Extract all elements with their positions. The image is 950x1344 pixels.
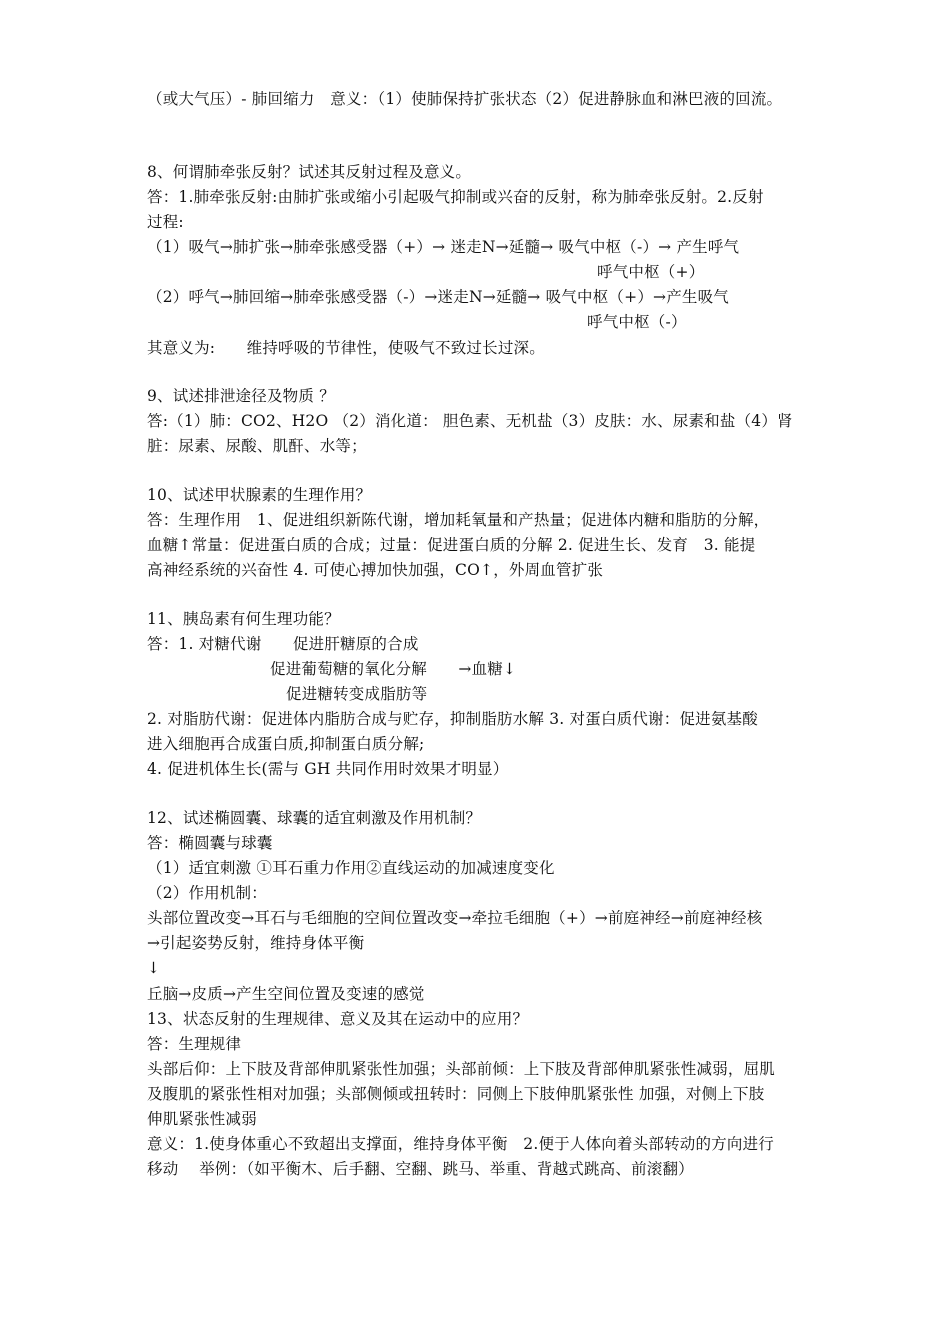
text-line: 移动 举例：（如平衡木、后手翻、空翻、跳马、举重、背越式跳高、前滚翻） [147, 1160, 694, 1178]
text-line: 其意义为: 维持呼吸的节律性，使吸气不致过长过深。 [147, 339, 545, 357]
text-line: 呼气中枢（-） [587, 313, 687, 331]
text-line: （2）呼气→肺回缩→肺牵张感受器（-）→迷走N→延髓→ 吸气中枢（+）→产生吸气 [147, 288, 730, 306]
question-heading: 12、试述椭圆囊、球囊的适宜刺激及作用机制？ [147, 809, 482, 827]
question-heading: 9、试述排泄途径及物质 ？ [147, 387, 335, 405]
text-line: 脏：尿素、尿酸、肌酐、水等； [147, 437, 367, 455]
question-heading: 8、何谓肺牵张反射？试述其反射过程及意义。 [147, 163, 472, 181]
text-line: 头部后仰：上下肢及背部伸肌紧张性加强；头部前倾：上下肢及背部伸肌紧张性减弱，屈肌 [147, 1060, 776, 1078]
text-line: 呼气中枢（+） [597, 263, 705, 281]
text-line: 2. 对脂肪代谢：促进体内脂肪合成与贮存，抑制脂肪水解 3. 对蛋白质代谢：促进氨基酸 [147, 710, 758, 728]
text-line: 促进葡萄糖的氧化分解 →血糖↓ [270, 660, 517, 678]
text-line: 答：生理规律 [147, 1035, 242, 1053]
text-line: →引起姿势反射，维持身体平衡 [147, 934, 365, 952]
text-line: 高神经系统的兴奋性 4. 可使心搏加快加强，CO↑，外周血管扩张 [147, 561, 604, 579]
text-line: （1）适宜刺激 ①耳石重力作用②直线运动的加减速度变化 [147, 859, 555, 877]
text-line: 答:（1）肺：CO2、H2O （2）消化道： 胆色素、无机盐（3）皮肤：水、尿素和盐（4）肾 [147, 412, 793, 430]
text-line: 答：椭圆囊与球囊 [147, 834, 273, 852]
text-line: （1）吸气→肺扩张→肺牵张感受器（+）→ 迷走N→延髓→ 吸气中枢（-）→ 产生呼气 [147, 238, 740, 256]
question-heading: 10、试述甲状腺素的生理作用？ [147, 486, 372, 504]
text-line: 意义：1.使身体重心不致超出支撑面，维持身体平衡 2.便于人体向着头部转动的方向进行 [147, 1135, 774, 1153]
text-line: 答：1. 对糖代谢 促进肝糖原的合成 [147, 635, 419, 653]
text-line: 及腹肌的紧张性相对加强；头部侧倾或扭转时：同侧上下肢伸肌紧张性 加强，对侧上下肢 [147, 1085, 765, 1103]
down-arrow: ↓ [147, 959, 161, 977]
text-line: 答：生理作用 1、促进组织新陈代谢，增加耗氧量和产热量；促进体内糖和脂肪的分解， [147, 511, 770, 529]
text-line: （或大气压）- 肺回缩力 意义：（1）使肺保持扩张状态（2）促进静脉血和淋巴液的回流。 [147, 90, 783, 108]
question-heading: 11、胰岛素有何生理功能？ [147, 610, 340, 628]
text-line: 进入细胞再合成蛋白质,抑制蛋白质分解; [147, 735, 425, 753]
text-line: 丘脑→皮质→产生空间位置及变速的感觉 [147, 985, 425, 1003]
text-line: （2）作用机制： [147, 884, 267, 902]
text-line: 过程: [147, 213, 184, 231]
text-line: 伸肌紧张性减弱 [147, 1110, 257, 1128]
text-line: 促进糖转变成脂肪等 [286, 685, 428, 703]
text-line: 答：1.肺牵张反射:由肺扩张或缩小引起吸气抑制或兴奋的反射，称为肺牵张反射。2.反射 [147, 188, 764, 206]
text-line: 血糖↑常量：促进蛋白质的合成；过量：促进蛋白质的分解 2. 促进生长、发育 3. 能提 [147, 536, 756, 554]
text-line: 头部位置改变→耳石与毛细胞的空间位置改变→牵拉毛细胞（+）→前庭神经→前庭神经核 [147, 909, 763, 927]
text-line: 4. 促进机体生长(需与 GH 共同作用时效果才明显） [147, 760, 509, 778]
question-heading: 13、状态反射的生理规律、意义及其在运动中的应用？ [147, 1010, 529, 1028]
